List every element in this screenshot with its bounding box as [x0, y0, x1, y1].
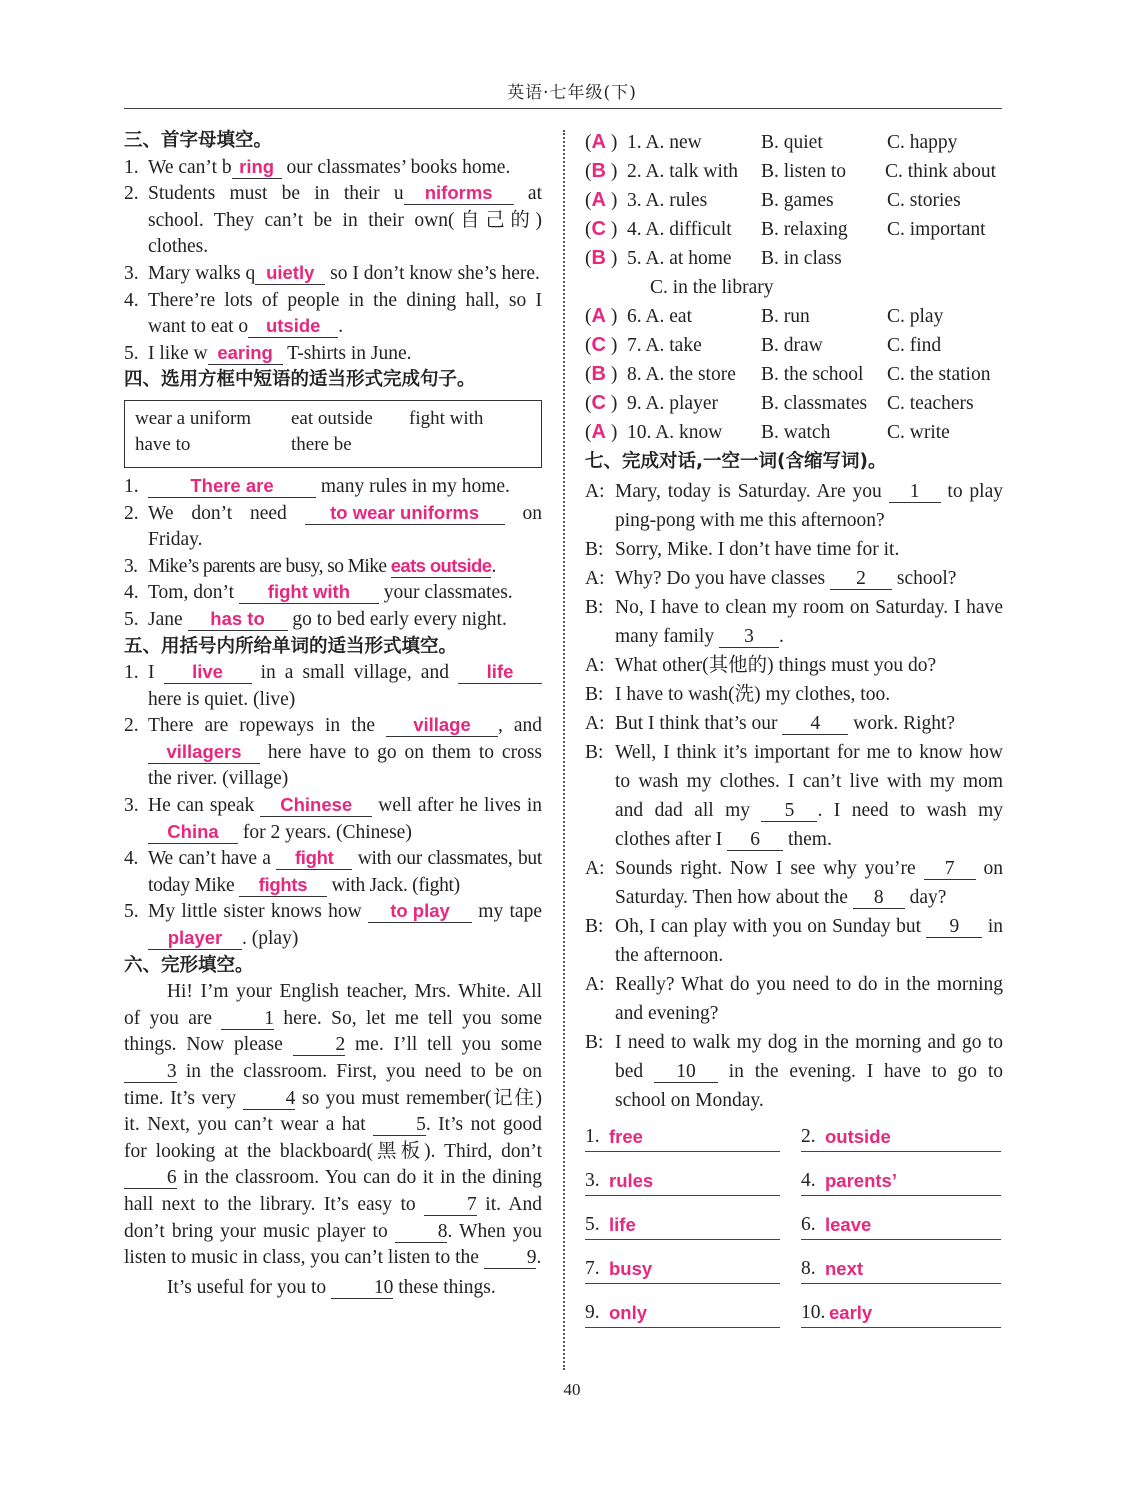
- item-text: He can speak: [148, 795, 261, 817]
- dialogue-line: [585, 912, 1003, 970]
- answer-index: 3.: [585, 1170, 600, 1191]
- section-4-title: 四、选用方框中短语的适当形式完成句子。: [124, 369, 476, 391]
- item-text: at school. They can’t be in their own(自己的) clothes.: [148, 183, 543, 258]
- sec5-item-3: [124, 793, 542, 846]
- choice-a: 2. A. talk with: [627, 161, 739, 182]
- choice-a: 4. A. difficult: [627, 219, 732, 240]
- answer-index: 8.: [801, 1258, 816, 1279]
- answer-index: 9.: [585, 1302, 600, 1323]
- choice-b: B. quiet: [761, 132, 823, 153]
- answer-blank: [208, 343, 283, 365]
- answer-blank: [239, 582, 379, 604]
- choice-c: C. play: [887, 306, 944, 327]
- sec4-item-5: [124, 607, 542, 634]
- speaker: B:: [585, 684, 604, 705]
- sec3-item-4: [124, 288, 542, 341]
- answer-word: free: [609, 1126, 643, 1147]
- dialogue-line: [585, 477, 1003, 535]
- line-text: Really? What do you need to do in the morning and evening?: [615, 974, 1003, 1024]
- dialogue-blank: 1: [889, 482, 941, 503]
- choice-answer: B: [591, 160, 606, 182]
- cloze-passage: [124, 979, 542, 1272]
- answer-text: fights: [258, 873, 308, 895]
- answer-row: [585, 1123, 1003, 1167]
- phrase-box: [124, 400, 542, 468]
- answer-blank: [458, 662, 542, 684]
- item-text: Mike’s parents are busy, so Mike: [148, 555, 391, 577]
- choice-b: B. watch: [761, 422, 831, 443]
- item-text: so I don’t know she’s here.: [325, 262, 540, 284]
- answer-blank: [148, 476, 316, 498]
- choice-b: B. classmates: [761, 393, 868, 414]
- answer-blank: [404, 183, 514, 205]
- item-number: 2.: [124, 183, 139, 205]
- answer-index: 4.: [801, 1170, 816, 1191]
- answer-index: 10.: [801, 1302, 826, 1323]
- answer-text: fight: [294, 847, 334, 869]
- answer-blank: [255, 263, 325, 285]
- sec3-item-5: [124, 341, 542, 368]
- speaker: B:: [585, 1032, 604, 1053]
- choice-c: C. find: [887, 335, 942, 356]
- speaker: B:: [585, 539, 604, 560]
- cloze-blank: 7: [424, 1195, 477, 1216]
- answer-text: ring: [239, 155, 275, 177]
- answer-text: villagers: [166, 740, 242, 762]
- choice-a: 6. A. eat: [627, 306, 692, 327]
- item-text: We can’t have a: [148, 848, 277, 870]
- answer-blank: [305, 503, 505, 525]
- answer-word: only: [609, 1302, 648, 1323]
- choice-a: 9. A. player: [627, 393, 718, 414]
- item-number: 4.: [124, 289, 139, 311]
- dialogue-blank: 7: [924, 859, 976, 880]
- choice-b: B. relaxing: [761, 219, 848, 240]
- choice-c: C. think about: [885, 161, 997, 182]
- answer-index: 6.: [801, 1214, 816, 1235]
- line-text: Sorry, Mike. I don’t have time for it.: [615, 539, 900, 560]
- item-number: 4.: [124, 582, 139, 604]
- phrase: eat outside: [291, 407, 373, 429]
- answer-blank: [391, 556, 492, 578]
- choice-c: C. happy: [887, 132, 958, 153]
- answer-text: to wear uniforms: [330, 501, 480, 523]
- dialogue-line: [585, 651, 1003, 680]
- line-text: I need to walk my dog in the morning and go to bed: [615, 1032, 1003, 1082]
- line-text: school?: [891, 568, 957, 589]
- choice-c: C. write: [887, 422, 950, 443]
- choice-b: B. listen to: [761, 161, 847, 182]
- item-text: , and: [497, 715, 543, 737]
- speaker: A:: [585, 974, 605, 995]
- choice-row: (B ) 8. A. the store B. the school C. the station: [585, 360, 1003, 389]
- cloze-blank: 5: [373, 1115, 426, 1136]
- page-number: 40: [563, 1380, 581, 1399]
- dialogue-blank: 3: [719, 627, 779, 648]
- item-text: many rules in my home.: [316, 475, 510, 497]
- item-text: There’re lots of people in the dining hall, so I want to eat o: [148, 289, 542, 338]
- section-7-title: 七、完成对话,一空一词(含缩写词)。: [585, 451, 887, 472]
- item-text: My little sister knows how: [148, 901, 368, 923]
- answer-blank: [276, 848, 352, 870]
- answer-text: earing: [217, 341, 273, 363]
- answer-text: village: [413, 714, 471, 736]
- answer-blank: [164, 662, 252, 684]
- sec3-item-2: [124, 181, 542, 261]
- line-text: Sounds right. Now I see why you’re: [615, 858, 924, 879]
- item-number: 5.: [124, 901, 139, 923]
- column-divider: [563, 130, 565, 1370]
- sec4-item-2: [124, 501, 542, 554]
- answer-row: [585, 1167, 1003, 1211]
- dialogue-line: [585, 709, 1003, 738]
- item-text: I like w: [148, 342, 208, 364]
- choice-answer: C: [591, 334, 606, 356]
- item-text: go to bed early every night.: [287, 608, 507, 630]
- answer-index: 5.: [585, 1214, 600, 1235]
- page-header: 英语·七年级(下): [507, 83, 637, 103]
- speaker: B:: [585, 916, 604, 937]
- dialogue-line: [585, 680, 1003, 709]
- sec3-item-3: [124, 261, 542, 288]
- choice-b: B. games: [761, 190, 834, 211]
- choice-answer: B: [591, 247, 606, 269]
- item-text: Tom, don’t: [148, 582, 239, 604]
- choice-b: B. in class: [761, 248, 842, 269]
- item-text: Jane: [148, 608, 188, 630]
- answer-row: [585, 1211, 1003, 1255]
- item-number: 1.: [124, 156, 139, 178]
- line-text: Oh, I can play with you on Sunday but: [615, 916, 927, 937]
- dialogue-line: [585, 854, 1003, 912]
- choice-a: 3. A. rules: [627, 190, 708, 211]
- answer-cell: [585, 1255, 780, 1284]
- item-text: well after he lives in: [372, 795, 542, 817]
- item-number: 2.: [124, 715, 139, 737]
- line-text: to play ping-pong with me this afternoon?: [615, 481, 1003, 531]
- right-column: [585, 128, 1003, 1343]
- speaker: A:: [585, 568, 605, 589]
- line-text: No, I have to clean my room on Saturday. I have many family: [615, 597, 1003, 647]
- dialogue-blank: 8: [853, 888, 905, 909]
- passage-text: so you must remember(记住) it. Next, you can’t wear a hat: [124, 1087, 542, 1136]
- dialogue-blank: 5: [761, 801, 817, 822]
- answer-text: player: [167, 927, 223, 949]
- choice-row: (C ) 7. A. take B. draw C. find: [585, 331, 1003, 360]
- passage-text: these things.: [393, 1276, 496, 1298]
- answer-cell: [585, 1211, 780, 1240]
- sec5-item-1: [124, 660, 542, 713]
- answer-blank: [248, 316, 338, 338]
- answer-blank: [148, 928, 242, 950]
- item-text: Students must be in their u: [148, 183, 404, 205]
- passage-text: in the classroom. First, you need to be on time. It’s very: [124, 1061, 542, 1109]
- choice-a: 8. A. the store: [627, 364, 736, 385]
- cloze-blank: 6: [124, 1168, 177, 1189]
- answer-word: next: [825, 1258, 864, 1279]
- item-text: I: [148, 662, 164, 684]
- choice-row: (B ) 5. A. at home B. in class: [585, 244, 1003, 273]
- choice-c: C. the station: [887, 364, 991, 385]
- answer-text: uietly: [266, 261, 315, 283]
- answer-blank: [260, 795, 372, 817]
- answer-text: has to: [210, 607, 265, 629]
- line-text: them.: [783, 829, 832, 850]
- cloze-passage-end: [124, 1275, 542, 1302]
- cloze-choices: [585, 128, 1003, 447]
- answer-cell: [801, 1211, 1001, 1240]
- speaker: A:: [585, 858, 605, 879]
- answer-cell: [801, 1123, 1001, 1152]
- dialogue: [585, 477, 1003, 1115]
- item-number: 3.: [124, 795, 139, 817]
- phrase: have to: [135, 433, 191, 455]
- item-text: your classmates.: [378, 582, 513, 604]
- item-text: my tape: [472, 901, 542, 923]
- sec4-item-3: [124, 554, 542, 581]
- answer-cell: [801, 1299, 1001, 1328]
- choice-row: (C ) 4. A. difficult B. relaxing C. important: [585, 215, 1003, 244]
- sec4-item-4: [124, 580, 542, 607]
- section-5-title: 五、用括号内所给单词的适当形式填空。: [124, 635, 458, 657]
- choice-answer: A: [591, 189, 606, 211]
- choice-row: (A ) 6. A. eat B. run C. play: [585, 302, 1003, 331]
- item-number: 4.: [124, 848, 139, 870]
- answer-text: life: [486, 661, 514, 683]
- speaker: A:: [585, 481, 605, 502]
- speaker: A:: [585, 655, 605, 676]
- choice-b: B. the school: [761, 364, 864, 385]
- choice-row: (A ) 1. A. new B. quiet C. happy: [585, 128, 1003, 157]
- answer-word: leave: [825, 1214, 872, 1235]
- answer-cell: [801, 1167, 1001, 1196]
- speaker: A:: [585, 713, 605, 734]
- choice-answer: C: [591, 218, 606, 240]
- line-text: Mary, today is Saturday. Are you: [615, 481, 889, 502]
- answer-text: to play: [390, 900, 450, 922]
- cloze-blank: 8: [395, 1222, 448, 1243]
- passage-text: me. I’ll tell you some: [345, 1034, 542, 1056]
- passage-text: . It’s not good for looking at the blackboard(黑板). Third, don’t: [124, 1114, 542, 1162]
- dialogue-blank: 10: [654, 1062, 718, 1083]
- choice-a: 1. A. new: [627, 132, 702, 153]
- header-rule: [124, 108, 1002, 109]
- choice-b: B. run: [761, 306, 810, 327]
- passage-text: it. And don’t bring your music player to: [124, 1193, 543, 1242]
- answer-index: 1.: [585, 1126, 600, 1147]
- dialogue-answers: [585, 1123, 1003, 1343]
- sec3-item-1: [124, 155, 542, 182]
- item-text: . (play): [242, 928, 299, 950]
- dialogue-line: [585, 738, 1003, 854]
- left-column: [124, 128, 542, 1301]
- sec4-item-1: [124, 474, 542, 501]
- line-text: Well, I think it’s important for me to know how to wash my clothes. I can’t live with my mom and dad all my: [615, 742, 1003, 821]
- choice-answer: C: [591, 392, 606, 414]
- answer-index: 7.: [585, 1258, 600, 1279]
- sec5-item-2: [124, 713, 542, 793]
- line-text: in the evening. I have to go to school on Monday.: [615, 1061, 1004, 1111]
- item-text: in a small village, and: [251, 662, 458, 684]
- item-text: .: [338, 316, 344, 338]
- choice-c: C. in the library: [650, 277, 774, 298]
- choice-c: C. stories: [887, 190, 961, 211]
- dialogue-line: [585, 970, 1003, 1028]
- answer-text: live: [192, 661, 223, 683]
- dialogue-blank: 4: [782, 714, 848, 735]
- answer-blank: [239, 875, 327, 897]
- item-number: 3.: [124, 555, 138, 577]
- phrase: wear a uniform: [135, 407, 252, 429]
- choice-c: C. important: [887, 219, 986, 240]
- dialogue-line: [585, 535, 1003, 564]
- item-text: here have to go on them to cross the river. (village): [148, 741, 542, 790]
- answer-text: There are: [190, 474, 274, 496]
- cloze-blank: 10: [331, 1278, 393, 1299]
- item-text: with Jack. (fight): [326, 874, 460, 896]
- answer-blank: [368, 901, 472, 923]
- cloze-blank: 1: [221, 1009, 274, 1030]
- choice-b: B. draw: [761, 335, 823, 356]
- passage-text: in the classroom. You can do it in the dining hall next to the library. It’s easy to: [124, 1167, 542, 1215]
- choice-row: (C ) 9. A. player B. classmates C. teachers: [585, 389, 1003, 418]
- answer-word: life: [609, 1214, 636, 1235]
- line-text: on Saturday. Then how about the: [615, 858, 1004, 908]
- item-text: We don’t need: [148, 502, 305, 524]
- choice-row: (A ) 3. A. rules B. games C. stories: [585, 186, 1003, 215]
- item-text: Mary walks q: [148, 262, 256, 284]
- item-text: .: [491, 555, 496, 577]
- dialogue-line: [585, 564, 1003, 593]
- choice-row-continued: [585, 273, 1003, 302]
- line-text: day?: [904, 887, 947, 908]
- answer-blank: [188, 609, 288, 631]
- answer-row: [585, 1255, 1003, 1299]
- passage-text: here. So, let me tell you some things. Now please: [124, 1007, 542, 1056]
- dialogue-line: [585, 593, 1003, 651]
- passage-text: . When you listen to music in class, you can’t listen to the: [124, 1220, 542, 1269]
- sec5-item-5: [124, 899, 542, 952]
- item-number: 5.: [124, 608, 139, 630]
- item-text: with our classmates, but today Mike: [148, 848, 542, 896]
- item-text: There are ropeways in the: [148, 715, 386, 737]
- item-text: here is quiet. (live): [148, 688, 296, 710]
- line-text: work. Right?: [848, 713, 956, 734]
- phrase: there be: [291, 433, 352, 455]
- answer-blank: [232, 157, 282, 179]
- cloze-blank: 2: [293, 1035, 346, 1056]
- speaker: B:: [585, 742, 604, 763]
- item-number: 5.: [124, 342, 139, 364]
- choice-row: (B ) 2. A. talk with B. listen to C. think about: [585, 157, 1003, 186]
- answer-word: rules: [609, 1170, 654, 1191]
- line-text: .: [778, 626, 784, 647]
- line-text: . I need to wash my clothes after I: [615, 800, 1003, 850]
- line-text: I have to wash(洗) my clothes, too.: [615, 684, 891, 705]
- dialogue-line: [585, 1028, 1003, 1115]
- speaker: B:: [585, 597, 604, 618]
- answer-word: parents’: [825, 1170, 897, 1191]
- answer-cell: [585, 1167, 780, 1196]
- item-number: 1.: [124, 475, 139, 497]
- line-text: But I think that’s our: [615, 713, 783, 734]
- answer-blank: [148, 822, 238, 844]
- item-number: 1.: [124, 662, 139, 684]
- choice-c: C. teachers: [887, 393, 974, 414]
- dialogue-blank: 9: [926, 917, 982, 938]
- passage-text: It’s useful for you to: [166, 1276, 331, 1298]
- passage-text: Hi! I’m your English teacher, Mrs. White. All of you are: [124, 981, 542, 1029]
- answer-text: fight with: [267, 581, 350, 603]
- item-text: our classmates’ books home.: [281, 156, 511, 178]
- item-text: for 2 years. (Chinese): [238, 821, 412, 843]
- section-6-title: 六、完形填空。: [124, 954, 254, 976]
- item-text: We can’t b: [148, 156, 232, 178]
- answer-cell: [585, 1123, 780, 1152]
- answer-blank: [148, 742, 260, 764]
- passage-text: .: [536, 1247, 542, 1269]
- answer-text: eats outside: [390, 554, 492, 576]
- line-text: What other(其他的) things must you do?: [615, 655, 937, 676]
- cloze-blank: 3: [124, 1062, 177, 1083]
- answer-word: outside: [825, 1126, 891, 1147]
- choice-a: 7. A. take: [627, 335, 702, 356]
- line-text: in the afternoon.: [615, 916, 1004, 966]
- answer-cell: [801, 1255, 1001, 1284]
- line-text: Why? Do you have classes: [615, 568, 830, 589]
- choice-a: 5. A. at home: [627, 248, 732, 269]
- dialogue-blank: 6: [727, 830, 783, 851]
- answer-text: Chinese: [280, 794, 353, 816]
- answer-text: niforms: [424, 182, 493, 204]
- answer-cell: [585, 1299, 780, 1328]
- answer-row: [585, 1299, 1003, 1343]
- item-number: 2.: [124, 502, 139, 524]
- phrase: fight with: [409, 407, 484, 429]
- item-text: on Friday.: [148, 502, 542, 551]
- answer-blank: [386, 715, 498, 737]
- answer-text: China: [167, 820, 219, 842]
- answer-text: utside: [265, 315, 321, 337]
- choice-answer: A: [591, 421, 606, 443]
- cloze-blank: 4: [243, 1089, 296, 1110]
- cloze-blank: 9: [484, 1248, 537, 1269]
- dialogue-blank: 2: [830, 569, 892, 590]
- section-3-title: 三、首字母填空。: [124, 130, 273, 151]
- sec5-item-4: [124, 846, 542, 899]
- answer-word: busy: [609, 1258, 653, 1279]
- answer-word: early: [829, 1302, 873, 1323]
- choice-row: (A ) 10. A. know B. watch C. write: [585, 418, 1003, 447]
- choice-answer: A: [591, 305, 606, 327]
- choice-a: 10. A. know: [627, 422, 723, 443]
- choice-answer: B: [591, 363, 606, 385]
- item-text: T-shirts in June.: [282, 342, 412, 364]
- choice-answer: A: [591, 131, 606, 153]
- item-number: 3.: [124, 262, 139, 284]
- answer-index: 2.: [801, 1126, 816, 1147]
